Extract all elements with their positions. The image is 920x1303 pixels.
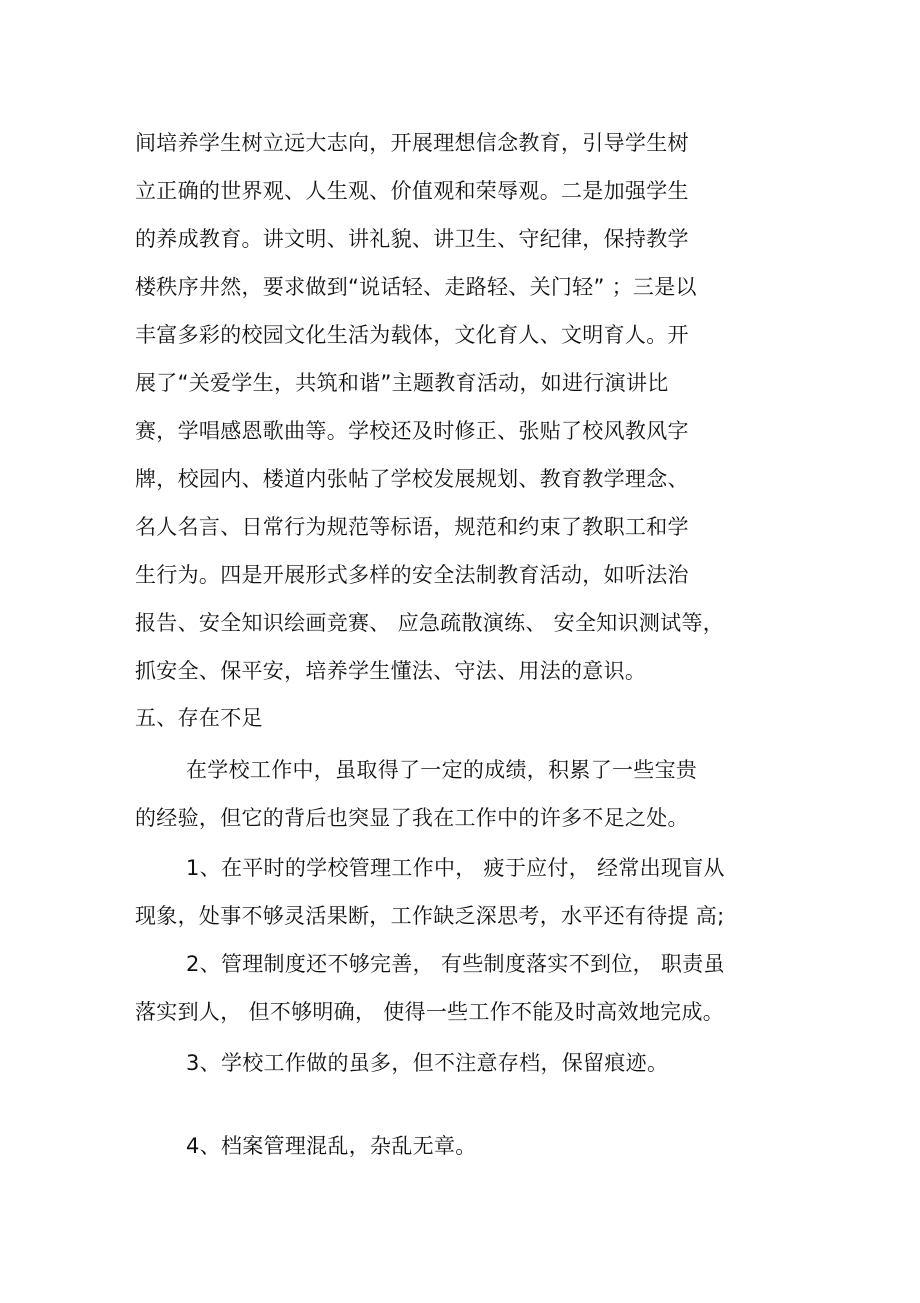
body-text-line: 丰富多彩的校园文化生活为载体，文化育人、文明育人。开 (135, 323, 689, 347)
intro-text-line: 的经验，但它的背后也突显了我在工作中的许多不足之处。 (135, 806, 689, 830)
intro-text-line: 在学校工作中，虽取得了一定的成绩，积累了一些宝贵 (186, 758, 698, 782)
section-heading: 五、存在不足 (135, 706, 263, 730)
list-item-3: 3、学校工作做的虽多，但不注意存档，保留痕迹。 (186, 1051, 669, 1075)
body-text-line: 楼秩序井然，要求做到“说话轻、走路轻、关门轻” ；三是以 (135, 275, 697, 299)
body-text-line: 展了“关爱学生，共筑和谐”主题教育活动，如进行演讲比 (135, 371, 669, 395)
body-text-line: 名人名言、日常行为规范等标语，规范和约束了教职工和学 (135, 515, 689, 539)
list-item-2-line: 2、管理制度还不够完善， 有些制度落实不到位， 职责虽 (186, 952, 725, 976)
body-text-line: 报告、安全知识绘画竞赛、 应急疏散演练、 安全知识测试等， (135, 611, 725, 635)
list-item-4: 4、档案管理混乱，杂乱无章。 (186, 1134, 477, 1158)
list-item-2-line: 落实到人， 但不够明确， 使得一些工作不能及时高效地完成。 (135, 1000, 725, 1024)
list-item-1-line: 现象，处事不够灵活果断，工作缺乏深思考，水平还有待提 高; (135, 904, 725, 928)
body-text-line: 牌，校园内、楼道内张帖了学校发展规划、教育教学理念、 (135, 467, 689, 491)
body-text-line: 的养成教育。讲文明、讲礼貌、讲卫生、守纪律，保持教学 (135, 227, 689, 251)
body-text-line: 抓安全、保平安，培养学生懂法、守法、用法的意识。 (135, 659, 647, 683)
list-item-1-line: 1、在平时的学校管理工作中， 疲于应付， 经常出现盲从 (186, 856, 725, 880)
body-text-line: 立正确的世界观、人生观、价值观和荣辱观。二是加强学生 (135, 179, 689, 203)
body-text-line: 间培养学生树立远大志向，开展理想信念教育，引导学生树 (135, 131, 689, 155)
body-text-line: 赛，学唱感恩歌曲等。学校还及时修正、张贴了校风教风字 (135, 419, 689, 443)
body-text-line: 生行为。四是开展形式多样的安全法制教育活动，如听法治 (135, 563, 689, 587)
